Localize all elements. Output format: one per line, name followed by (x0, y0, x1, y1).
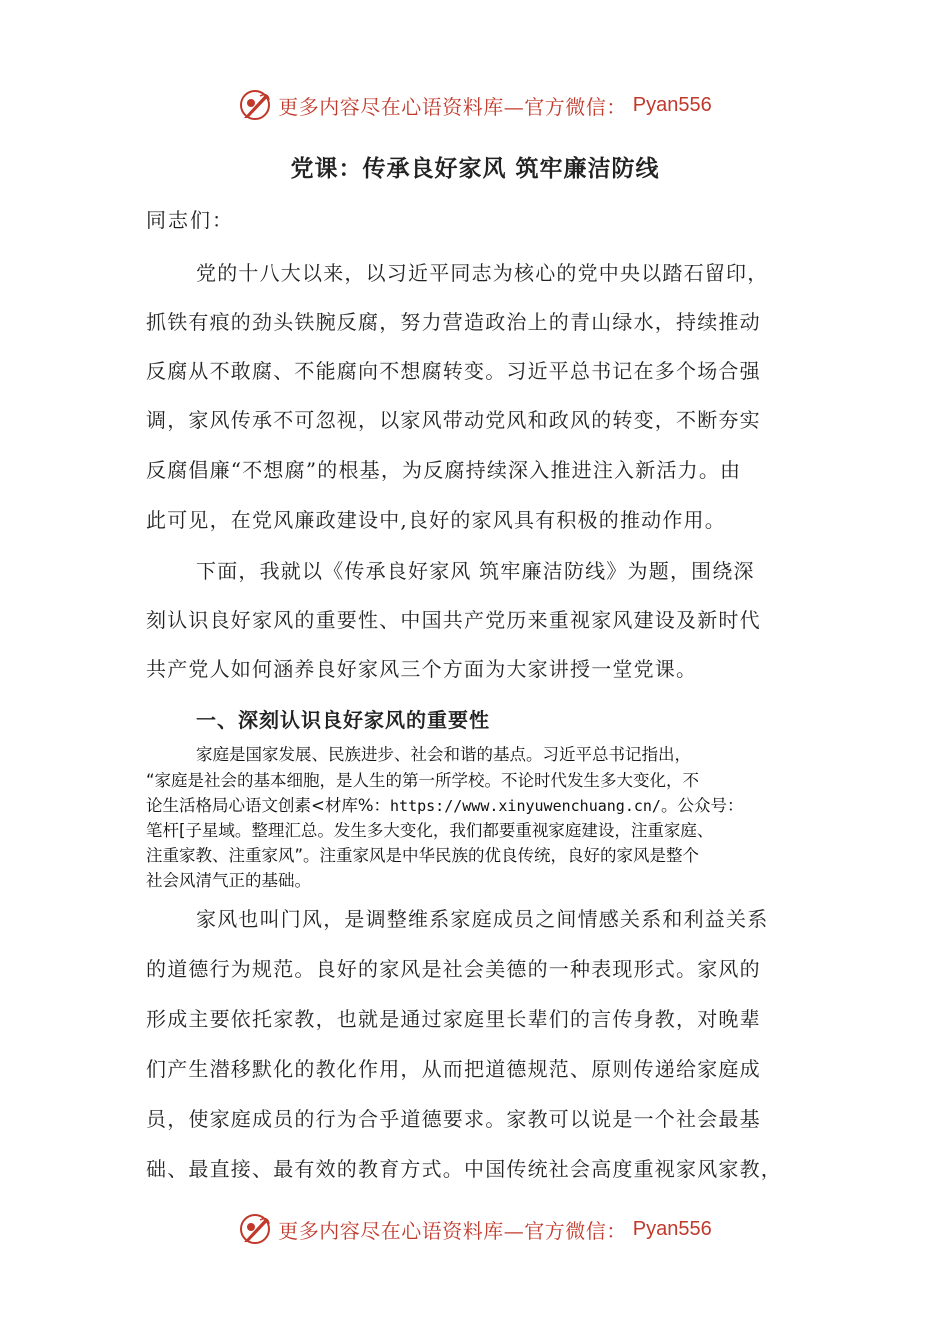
header-banner (0, 85, 950, 125)
para3-line: 们产生潜移默化的教化作用，从而把道德规范、原则传递给家庭成 (146, 1057, 761, 1081)
dense-line: 家庭是国家发展、民族进步、社会和谐的基点。习近平总书记指出， (196, 745, 691, 764)
dense-line-with-url (146, 795, 810, 817)
source-url: https://www.xinyuwenchuang.cn/ (390, 797, 661, 815)
section-heading: 一、深刻认识良好家风的重要性 (196, 708, 490, 732)
salutation: 同志们： (146, 208, 234, 232)
para3-line: 员，使家庭成员的行为合乎道德要求。家教可以说是一个社会最基 (146, 1107, 761, 1131)
para1-line: 此可见，在党风廉政建设中,良好的家风具有积极的推动作用。 (146, 508, 726, 532)
para3-line: 的道德行为规范。良好的家风是社会美德的一种表现形式。家风的 (146, 957, 761, 981)
quill-logo-icon (238, 1212, 272, 1246)
para1-line: 反腐从不敢腐、不能腐向不想腐转变。习近平总书记在多个场合强 (146, 359, 761, 383)
para1-line: 调，家风传承不可忽视，以家风带动党风和政风的转变，不断夯实 (146, 408, 761, 432)
banner-text: 更多内容尽在心语资料库—官方微信： (278, 94, 627, 119)
dense-line: 笔杆[子星域。整理汇总。发生多大变化，我们都要重视家庭建设，注重家庭、 (146, 821, 714, 840)
dense-line: “家庭是社会的基本细胞，是人生的第一所学校。不论时代发生多大变化，不 (146, 771, 700, 790)
banner-wechat-id: Pyan556 (632, 1217, 712, 1240)
quill-logo-icon (238, 88, 272, 122)
footer-banner (0, 1209, 950, 1249)
dense-text: 论生活格局心语文创素<材库%： (146, 796, 391, 815)
para3-line: 形成主要依托家教，也就是通过家庭里长辈们的言传身教，对晚辈 (146, 1007, 761, 1031)
page-title: 党课：传承良好家风 筑牢廉洁防线 (290, 155, 660, 182)
dense-line: 社会风清气正的基础。 (146, 871, 311, 890)
dense-text: 。公众号： (660, 796, 744, 815)
para1-line: 抓铁有痕的劲头铁腕反腐，努力营造政治上的青山绿水，持续推动 (146, 310, 761, 334)
para1-line: 反腐倡廉“不想腐”的根基，为反腐持续深入推进注入新活力。由 (146, 458, 742, 482)
dense-line: 注重家教、注重家风”。注重家风是中华民族的优良传统，良好的家风是整个 (146, 846, 700, 865)
banner-wechat-id: Pyan556 (632, 93, 712, 116)
para1-line: 党的十八大以来，以习近平同志为核心的党中央以踏石留印， (196, 261, 769, 285)
banner-text: 更多内容尽在心语资料库—官方微信： (278, 1218, 627, 1243)
para3-line: 家风也叫门风，是调整维系家庭成员之间情感关系和利益关系 (196, 907, 769, 931)
para2-line: 刻认识良好家风的重要性、中国共产党历来重视家风建设及新时代 (146, 608, 761, 632)
para2-line: 下面，我就以《传承良好家风 筑牢廉洁防线》为题，围绕深 (196, 559, 755, 583)
para2-line: 共产党人如何涵养良好家风三个方面为大家讲授一堂党课。 (146, 657, 698, 681)
para3-line: 础、最直接、最有效的教育方式。中国传统社会高度重视家风家教， (146, 1157, 782, 1181)
